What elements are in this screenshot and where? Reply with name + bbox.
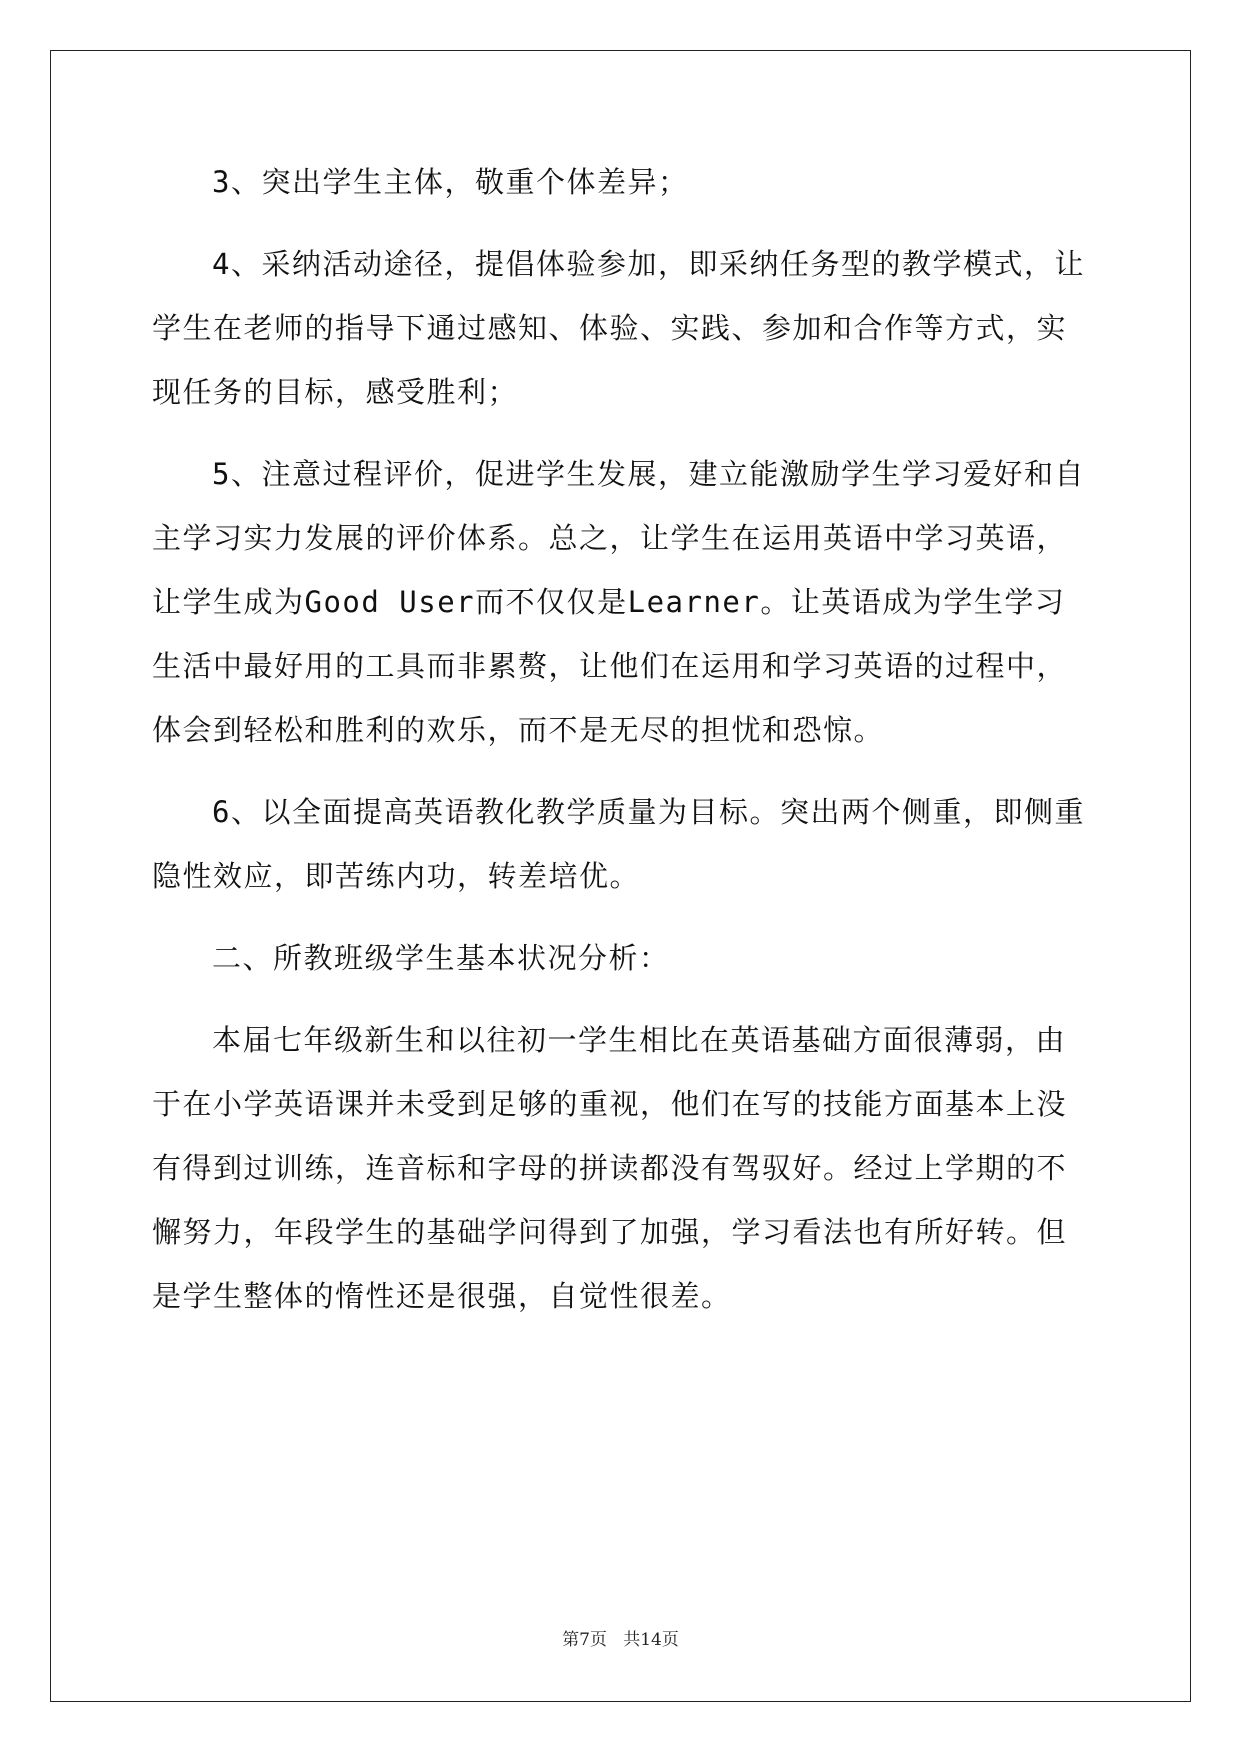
analysis-paragraph: 本届七年级新生和以往初一学生相比在英语基础方面很薄弱，由于在小学英语课并未受到足够的重视，他们在写的技能方面基本上没有得到过训练，连音标和字母的拼读都没有驾驭好。经过上学期的不懈努力，年段学生的基础学问得到了加强，学习看法也有所好转。但是学生整体的惰性还是很强，自觉性很差。 — [152, 1023, 1068, 1313]
page-total: 共14页 — [623, 1630, 679, 1650]
paragraph-item-5: 5、注意过程评价，促进学生发展，建立能激励学生学习爱好和自主学习实力发展的评价体系。总之，让学生在运用英语中学习英语，让学生成为Good User而不仅仅是Learner。让英语成为学生学习生活中最好用的工具而非累赘，让他们在运用和学习英语的过程中，体会到轻松和胜利的欢乐，而不是无尽的担忧和恐惊。 — [152, 457, 1085, 747]
page-footer — [0, 1625, 1241, 1650]
page-number: 第7页 — [562, 1630, 607, 1650]
section-heading: 二、所教班级学生基本状况分析： — [212, 941, 670, 975]
document-body — [152, 150, 1092, 1328]
paragraph-item-4: 4、采纳活动途径，提倡体验参加，即采纳任务型的教学模式，让学生在老师的指导下通过感知、体验、实践、参加和合作等方式，实现任务的目标，感受胜利； — [152, 247, 1085, 409]
paragraph-item-6: 6、以全面提高英语教化教学质量为目标。突出两个侧重，即侧重隐性效应，即苦练内功，转差培优。 — [152, 795, 1085, 893]
paragraph-item-3: 3、突出学生主体，敬重个体差异； — [212, 165, 689, 199]
